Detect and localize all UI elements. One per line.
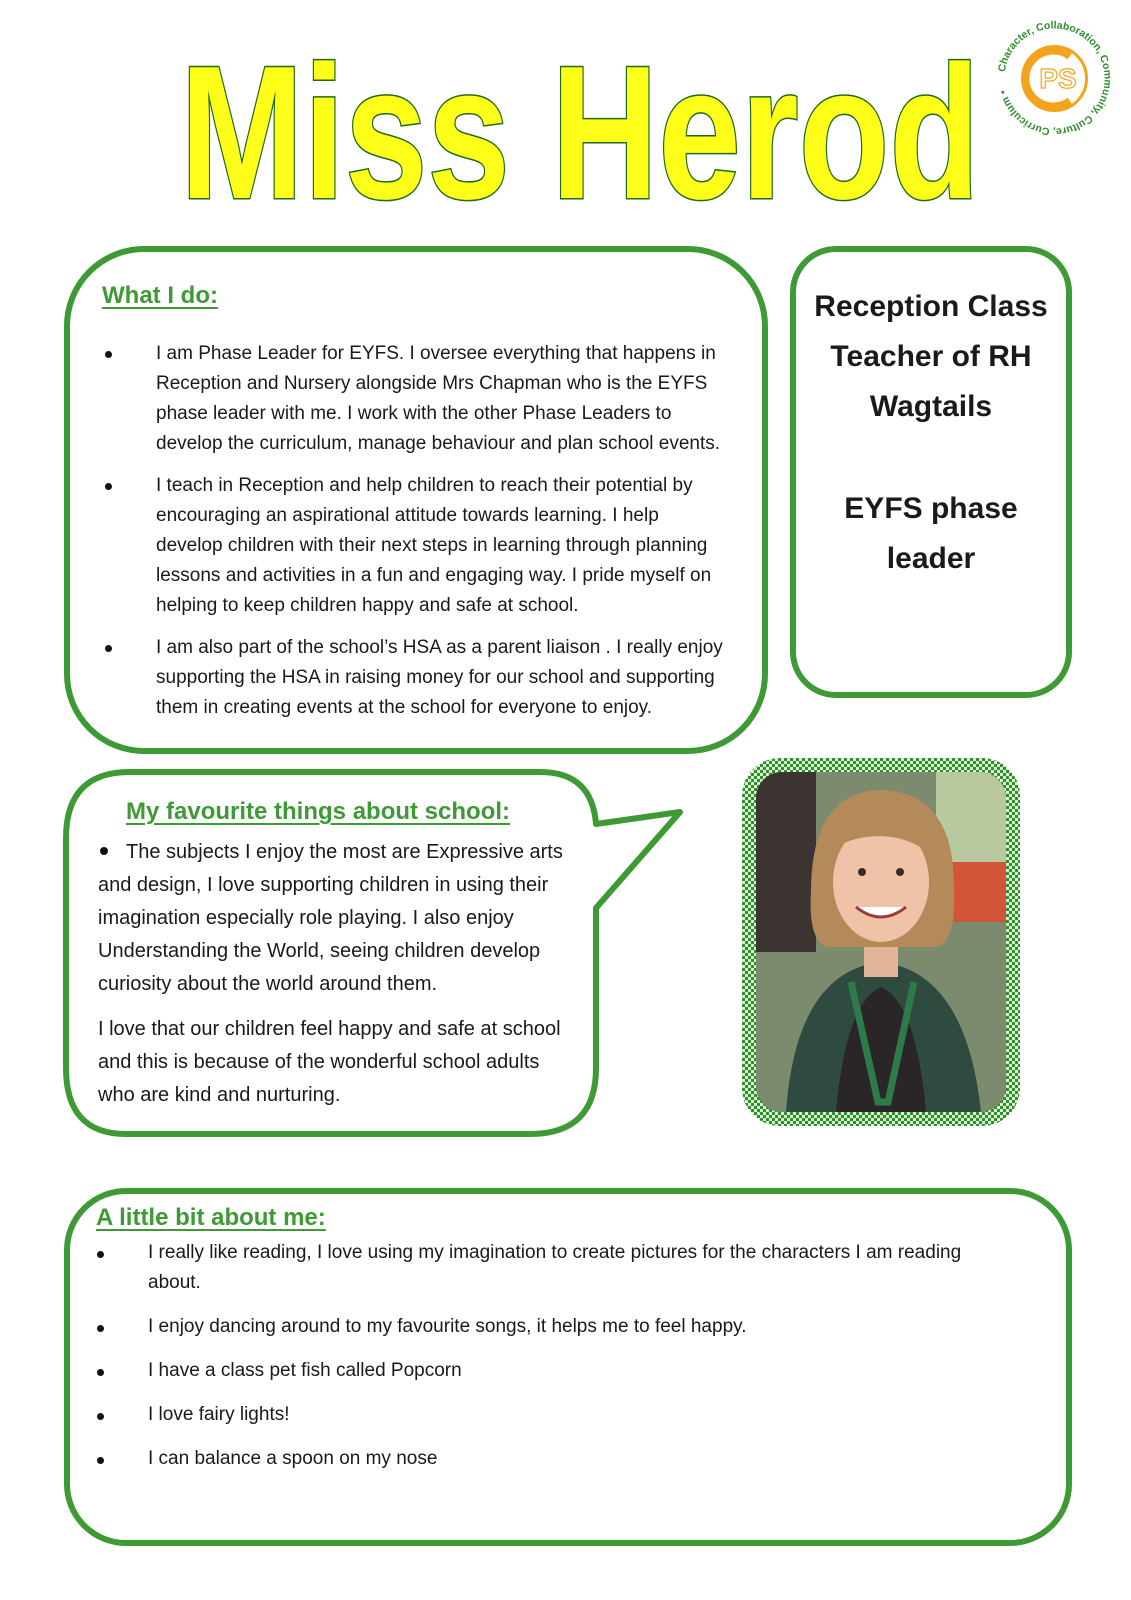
role-line: leader [886, 542, 976, 575]
bullet-icon [97, 1413, 104, 1420]
list-item: I love fairy lights! [148, 1400, 1018, 1430]
svg-text:Character, Collaboration, Comm: Character, Collaboration, Community, Culture, Curriculum • [995, 19, 1114, 138]
list-item: I am also part of the school’s HSA as a parent liaison . I really enjoy supporting the HSA in raising money for our school and supporting them in creating events at the school for everyone to enjoy. [156, 633, 726, 723]
school-logo [992, 16, 1117, 141]
what-i-do-list [156, 339, 726, 735]
bullet-icon [105, 645, 112, 652]
bullet-icon [97, 1251, 104, 1258]
list-item: I can balance a spoon on my nose [148, 1444, 1018, 1474]
list-item: I really like reading, I love using my imagination to create pictures for the characters I am reading about. [148, 1238, 1018, 1298]
favourite-paragraph: I love that our children feel happy and safe at school and this is because of the wonderful school adults who are kind and nurturing. [98, 1018, 561, 1106]
about-me-heading: A little bit about me: [96, 1204, 326, 1231]
teacher-photo-frame [742, 758, 1020, 1126]
bullet-icon [100, 847, 108, 855]
list-item: I am Phase Leader for EYFS. I oversee everything that happens in Reception and Nursery alongside Mrs Chapman who is the EYFS phase leader with me. I work with the other Phase Leaders to develop the curriculum, manage behaviour and plan school events. [156, 339, 726, 459]
favourite-bullet: The subjects I enjoy the most are Expressive arts and design, I love supporting children in using their imagination especially role playing. I also enjoy Understanding the World, seeing children develop curiosity about the world around them. [98, 841, 563, 995]
list-item: I teach in Reception and help children to reach their potential by encouraging an aspirational attitude towards learning. I help develop children with their next steps in learning through planning lessons and activities in a fun and engaging way. I pride myself on helping to keep children happy and safe at school. [156, 471, 726, 621]
about-me-list [148, 1238, 1018, 1488]
list-item: I have a class pet fish called Popcorn [148, 1356, 1018, 1386]
what-i-do-heading: What I do: [102, 282, 218, 309]
role-line: Reception Class [814, 290, 1048, 323]
favourite-heading: My favourite things about school: [126, 798, 511, 825]
list-item: I enjoy dancing around to my favourite songs, it helps me to feel happy. [148, 1312, 1018, 1342]
bullet-icon [97, 1325, 104, 1332]
favourite-text [98, 836, 578, 1124]
page-title [170, 28, 990, 228]
page-title-text: Miss Herod [180, 28, 980, 228]
bullet-icon [97, 1457, 104, 1464]
role-line: Wagtails [869, 390, 993, 423]
logo-initials: PS [1039, 63, 1077, 94]
teacher-photo [756, 772, 1006, 1112]
role-line: Teacher of RH [830, 340, 1032, 373]
bullet-icon [105, 351, 112, 358]
role-text [806, 282, 1056, 584]
bullet-icon [97, 1369, 104, 1376]
bullet-icon [105, 483, 112, 490]
role-line: EYFS phase [844, 492, 1018, 525]
